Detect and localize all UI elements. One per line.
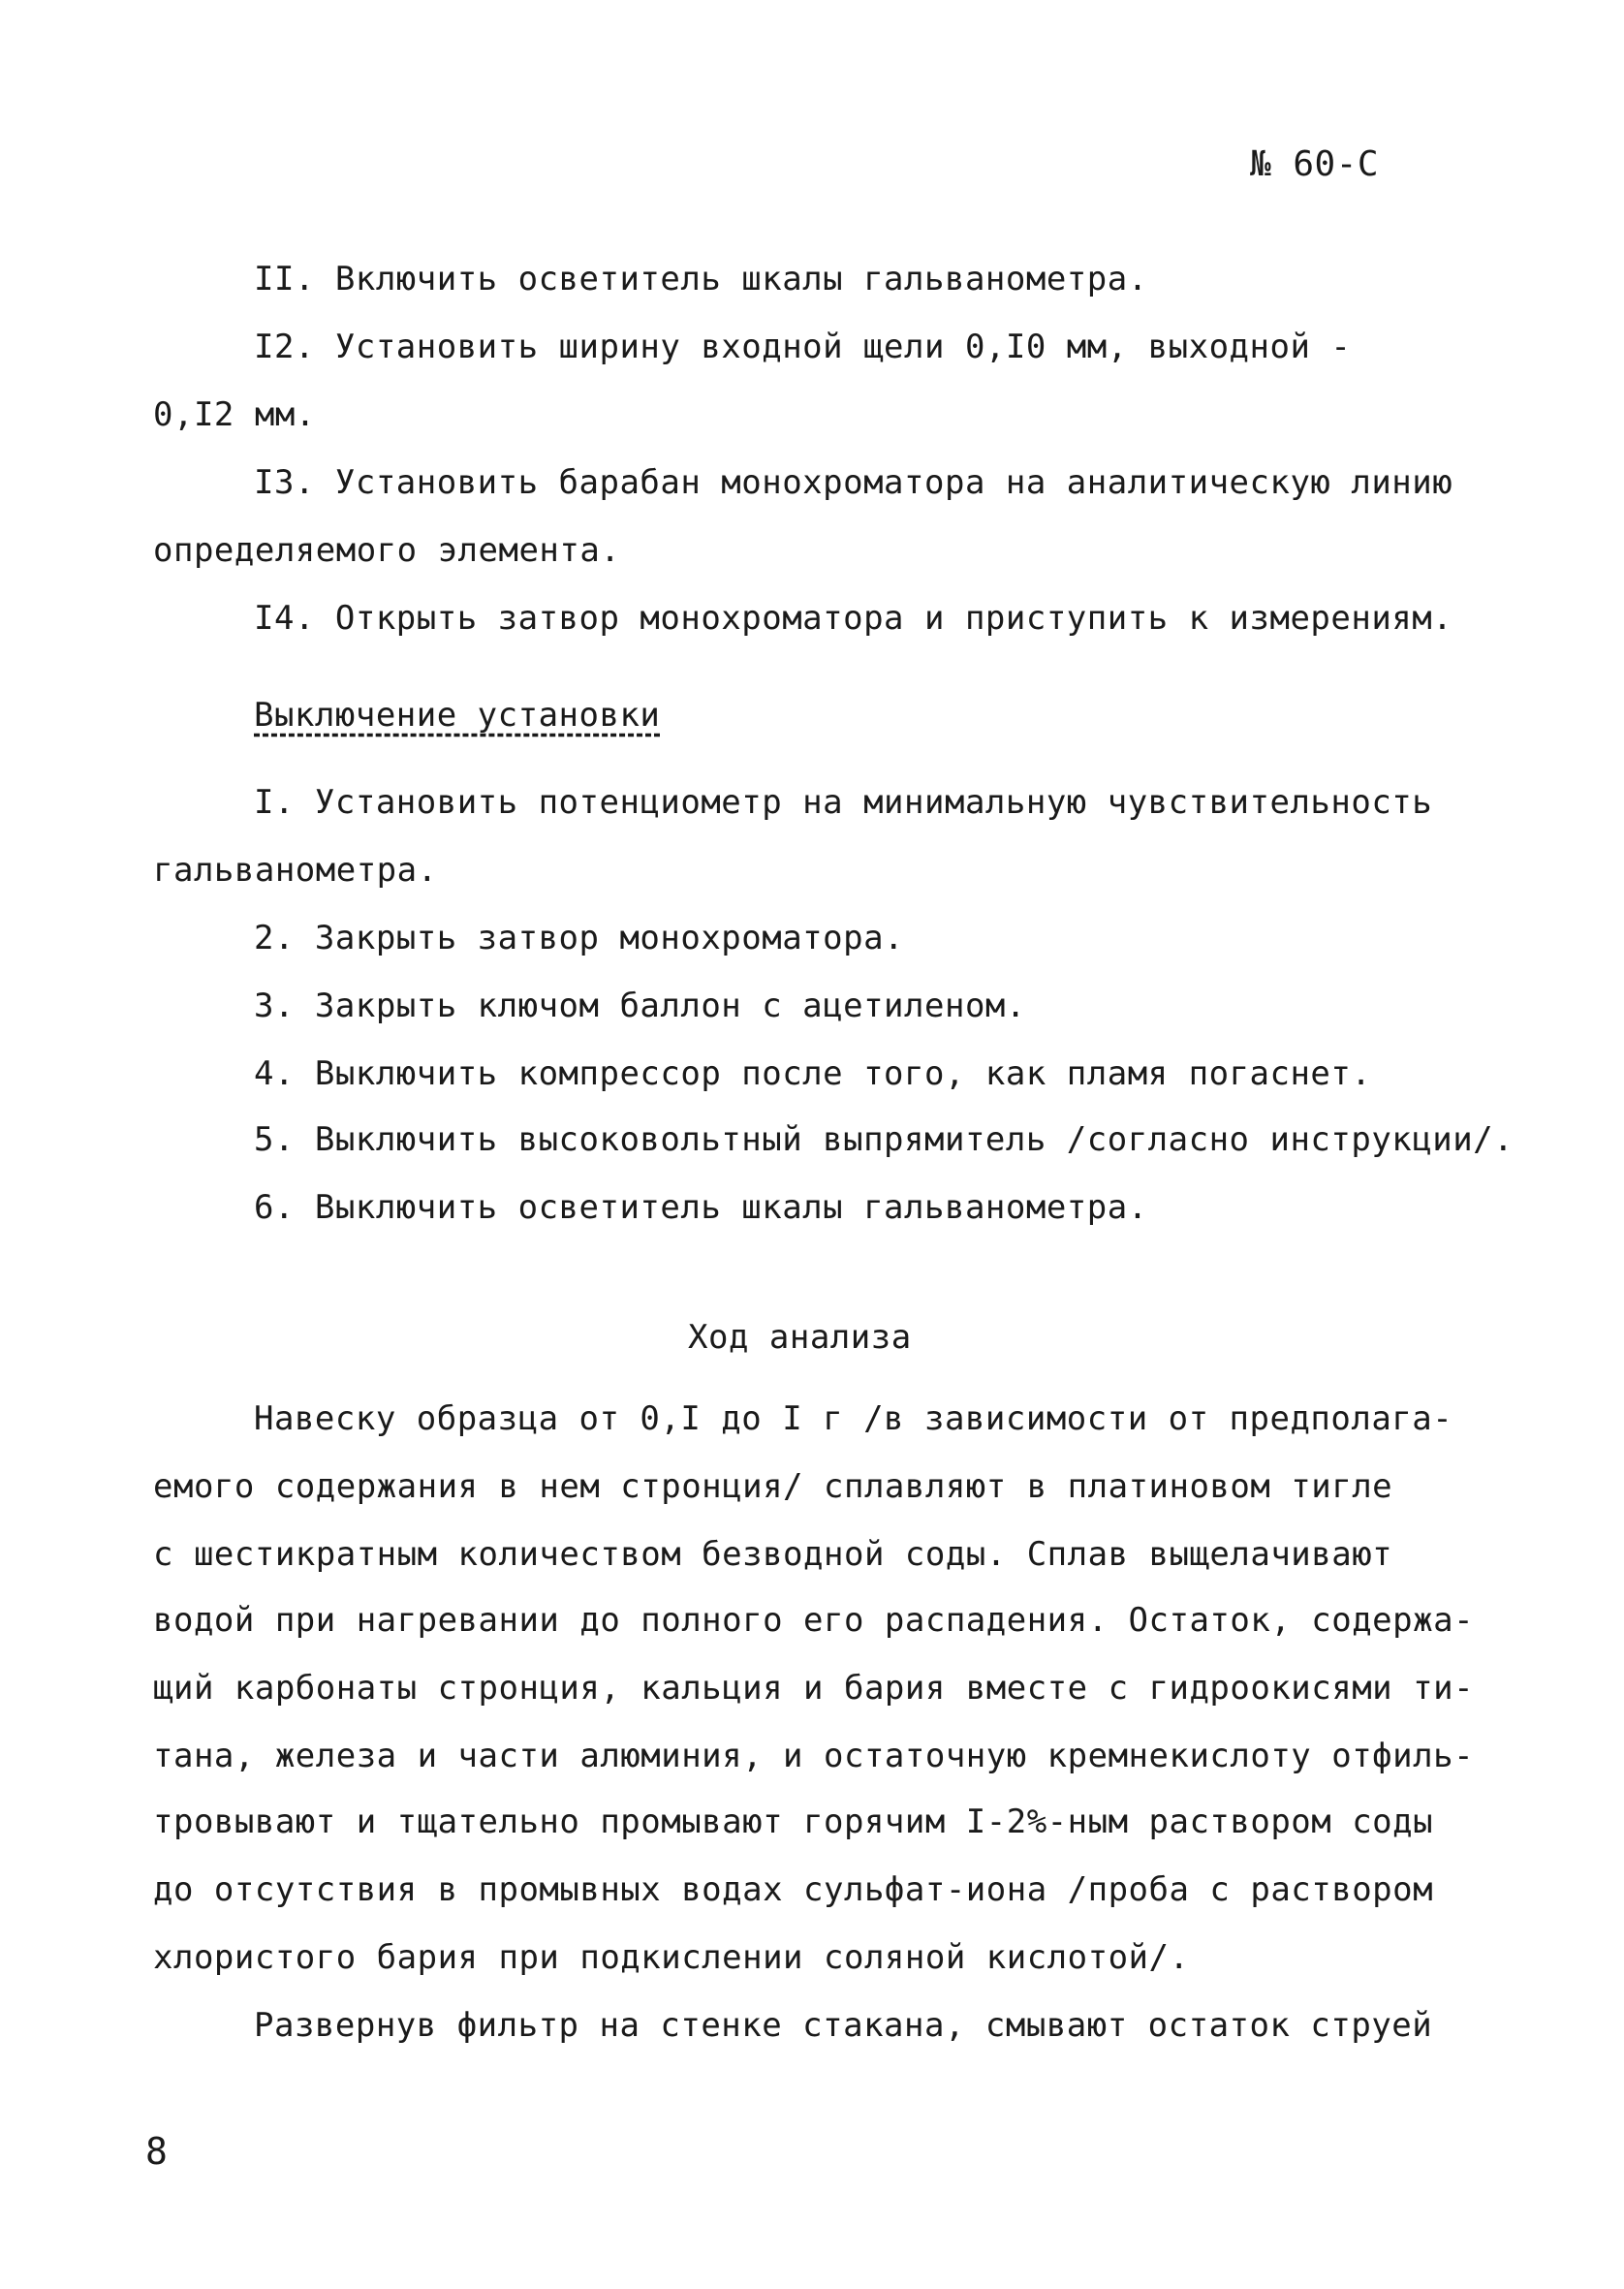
shutdown-step-1-continued: гальванометра. bbox=[153, 851, 438, 890]
page-number: 8 bbox=[145, 2130, 169, 2173]
shutdown-step-3: 3. Закрыть ключом баллон с ацетиленом. bbox=[254, 987, 1026, 1025]
analysis-line: хлористого бария при подкислении соляной кислотой/. bbox=[153, 1938, 1190, 1977]
analysis-line: водой при нагревании до полного его распадения. Остаток, содержа- bbox=[153, 1601, 1475, 1640]
analysis-line: тровывают и тщательно промывают горячим I-2%-ным раствором соды bbox=[153, 1803, 1434, 1841]
analysis-line: Навеску образца от 0,I до I г /в зависимости от предполага- bbox=[254, 1399, 1453, 1438]
setup-step-12: I2. Установить ширину входной щели 0,I0 мм, выходной - bbox=[254, 328, 1352, 366]
document-number: № 60-С bbox=[1250, 144, 1380, 184]
analysis-heading: Ход анализа bbox=[688, 1318, 912, 1357]
setup-step-14: I4. Открыть затвор монохроматора и приступить к измерениям. bbox=[254, 599, 1453, 638]
shutdown-step-1: I. Установить потенциометр на минимальную чувствительность bbox=[254, 783, 1433, 822]
shutdown-step-2: 2. Закрыть затвор монохроматора. bbox=[254, 919, 905, 957]
shutdown-step-4: 4. Выключить компрессор после того, как пламя погаснет. bbox=[254, 1054, 1372, 1093]
analysis-line: щий карбонаты стронция, кальция и бария вместе с гидроокисями ти- bbox=[153, 1669, 1475, 1708]
setup-step-13-continued: определяемого элемента. bbox=[153, 531, 621, 570]
setup-step-12-continued: 0,I2 мм. bbox=[153, 395, 316, 434]
shutdown-heading: Выключение установки bbox=[254, 696, 661, 735]
shutdown-step-6: 6. Выключить осветитель шкалы гальванометра. bbox=[254, 1188, 1148, 1227]
analysis-line: до отсутствия в промывных водах сульфат-иона /проба с раствором bbox=[153, 1870, 1434, 1909]
analysis-line: емого содержания в нем стронция/ сплавляют в платиновом тигле bbox=[153, 1467, 1393, 1506]
setup-step-13: I3. Установить барабан монохроматора на аналитическую линию bbox=[254, 463, 1453, 502]
setup-step-11: II. Включить осветитель шкалы гальванометра. bbox=[254, 260, 1148, 298]
shutdown-step-5: 5. Выключить высоковольтный выпрямитель /согласно инструкции/. bbox=[254, 1120, 1515, 1159]
analysis-line: тана, железа и части алюминия, и остаточную кремнекислоту отфиль- bbox=[153, 1737, 1475, 1775]
analysis-line: с шестикратным количеством безводной соды. Сплав выщелачивают bbox=[153, 1535, 1393, 1574]
analysis-line: Развернув фильтр на стенке стакана, смывают остаток струей bbox=[254, 2006, 1433, 2045]
